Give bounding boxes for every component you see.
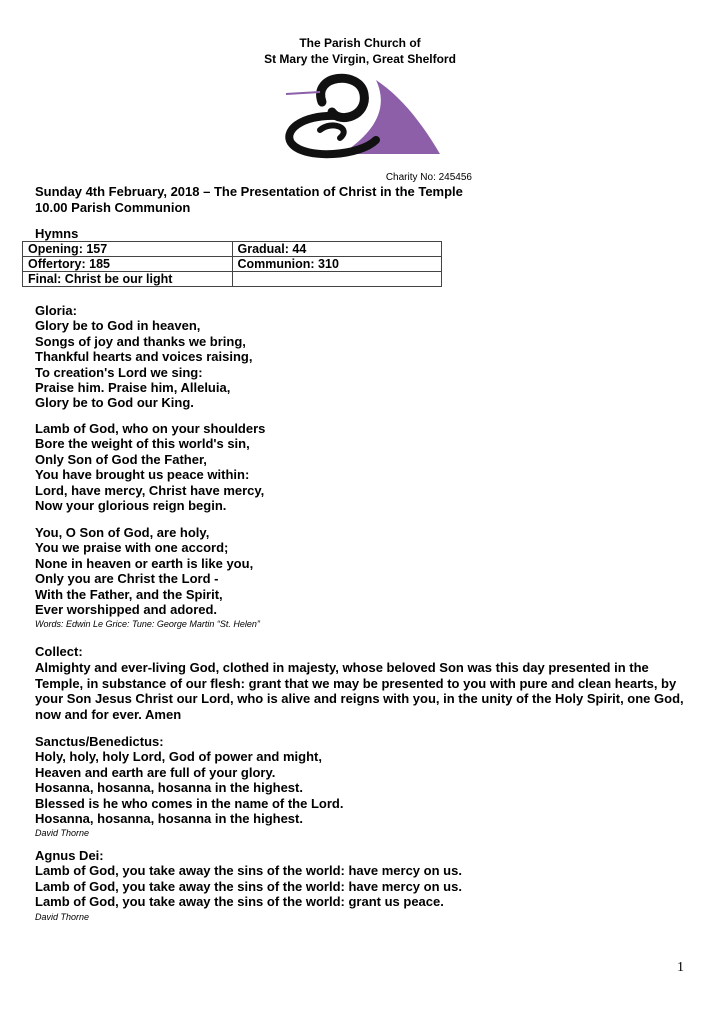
gloria-line: Thankful hearts and voices raising, (35, 349, 253, 365)
sanctus-credit: David Thorne (35, 828, 90, 839)
gloria-section (35, 303, 252, 411)
hymn-communion: Communion: 310 (232, 257, 442, 272)
agnus-credit: David Thorne (35, 911, 90, 922)
gloria-line: Glory be to God our King. (35, 395, 194, 411)
collect-text: Almighty and ever-living God, clothed in majesty, whose beloved Son was this day presented in the Temple, in substance of our flesh: grant that we may be presented to you with pure and clean hearts, by your Son Jesus Christ our Lord, who is alive and reigns with you, in the unity of the Holy Spirit, one God, now and for ever. Amen (35, 660, 684, 722)
agnus-line: Lamb of God, you take away the sins of the world: have mercy on us. (35, 878, 462, 894)
gloria-line: You have brought us peace within: (35, 467, 250, 483)
table-row (23, 242, 442, 257)
gloria-line: Glory be to God in heaven, (35, 318, 201, 334)
gloria-heading: Gloria: (35, 303, 77, 318)
gloria-line: Songs of joy and thanks we bring, (35, 333, 246, 349)
gloria-line: You we praise with one accord; (35, 540, 229, 556)
service-title: Sunday 4th February, 2018 – The Presentation of Christ in the Temple (35, 184, 463, 199)
gloria-line: Lamb of God, who on your shoulders (35, 421, 266, 436)
sanctus-section (35, 734, 343, 842)
church-name-line1: The Parish Church of (299, 36, 421, 50)
gloria-verse-3 (35, 525, 260, 633)
gloria-verse-2 (35, 421, 265, 513)
hymns-table (22, 241, 442, 287)
sanctus-line: Heaven and earth are full of your glory. (35, 764, 276, 780)
hymn-final: Final: Christ be our light (23, 272, 233, 287)
sanctus-line: Hosanna, hosanna, hosanna in the highest. (35, 780, 303, 796)
logo-black-curl-inner (320, 125, 344, 138)
hymn-offertory: Offertory: 185 (23, 257, 233, 272)
sanctus-line: Blessed is he who comes in the name of the Lord. (35, 795, 344, 811)
collect-heading: Collect: (35, 644, 83, 659)
agnus-line: Lamb of God, you take away the sins of the world: grant us peace. (35, 894, 444, 910)
agnus-section (35, 848, 462, 925)
charity-number: Charity No: 245456 (385, 172, 472, 183)
gloria-credit: Words: Edwin Le Grice: Tune: George Martin “St. Helen” (35, 619, 260, 630)
page-number: 1 (677, 960, 684, 975)
gloria-line: With the Father, and the Spirit, (35, 586, 223, 602)
hymn-opening: Opening: 157 (23, 242, 233, 257)
hymns-heading: Hymns (35, 226, 79, 241)
church-name-line2: St Mary the Virgin, Great Shelford (264, 52, 456, 66)
gloria-line: None in heaven or earth is like you, (35, 555, 254, 571)
gloria-line: Now your glorious reign begin. (35, 498, 227, 514)
gloria-line: You, O Son of God, are holy, (35, 525, 210, 540)
gloria-line: Only Son of God the Father, (35, 451, 207, 467)
hymn-gradual: Gradual: 44 (232, 242, 442, 257)
sanctus-heading: Sanctus/Benedictus: (35, 734, 164, 749)
gloria-line: Ever worshipped and adored. (35, 602, 218, 618)
agnus-heading: Agnus Dei: (35, 848, 104, 863)
logo-black-curl-top (321, 78, 365, 117)
gloria-line: To creation's Lord we sing: (35, 364, 203, 380)
church-logo (280, 68, 446, 160)
gloria-line: Only you are Christ the Lord - (35, 571, 219, 587)
service-time: 10.00 Parish Communion (35, 200, 191, 215)
logo-top-stroke (286, 92, 320, 94)
agnus-line: Lamb of God, you take away the sins of the world: have mercy on us. (35, 863, 462, 879)
table-row (23, 272, 442, 287)
gloria-line: Lord, have mercy, Christ have mercy, (35, 482, 265, 498)
service-heading (35, 184, 463, 216)
sanctus-line: Hosanna, hosanna, hosanna in the highest. (35, 811, 303, 827)
gloria-line: Praise him. Praise him, Alleluia, (35, 380, 231, 396)
gloria-line: Bore the weight of this world's sin, (35, 436, 250, 452)
hymn-empty-cell (232, 272, 442, 287)
logo-black-curl-bottom (289, 116, 376, 154)
sanctus-line: Holy, holy, holy Lord, God of power and might, (35, 749, 322, 765)
table-row (23, 257, 442, 272)
